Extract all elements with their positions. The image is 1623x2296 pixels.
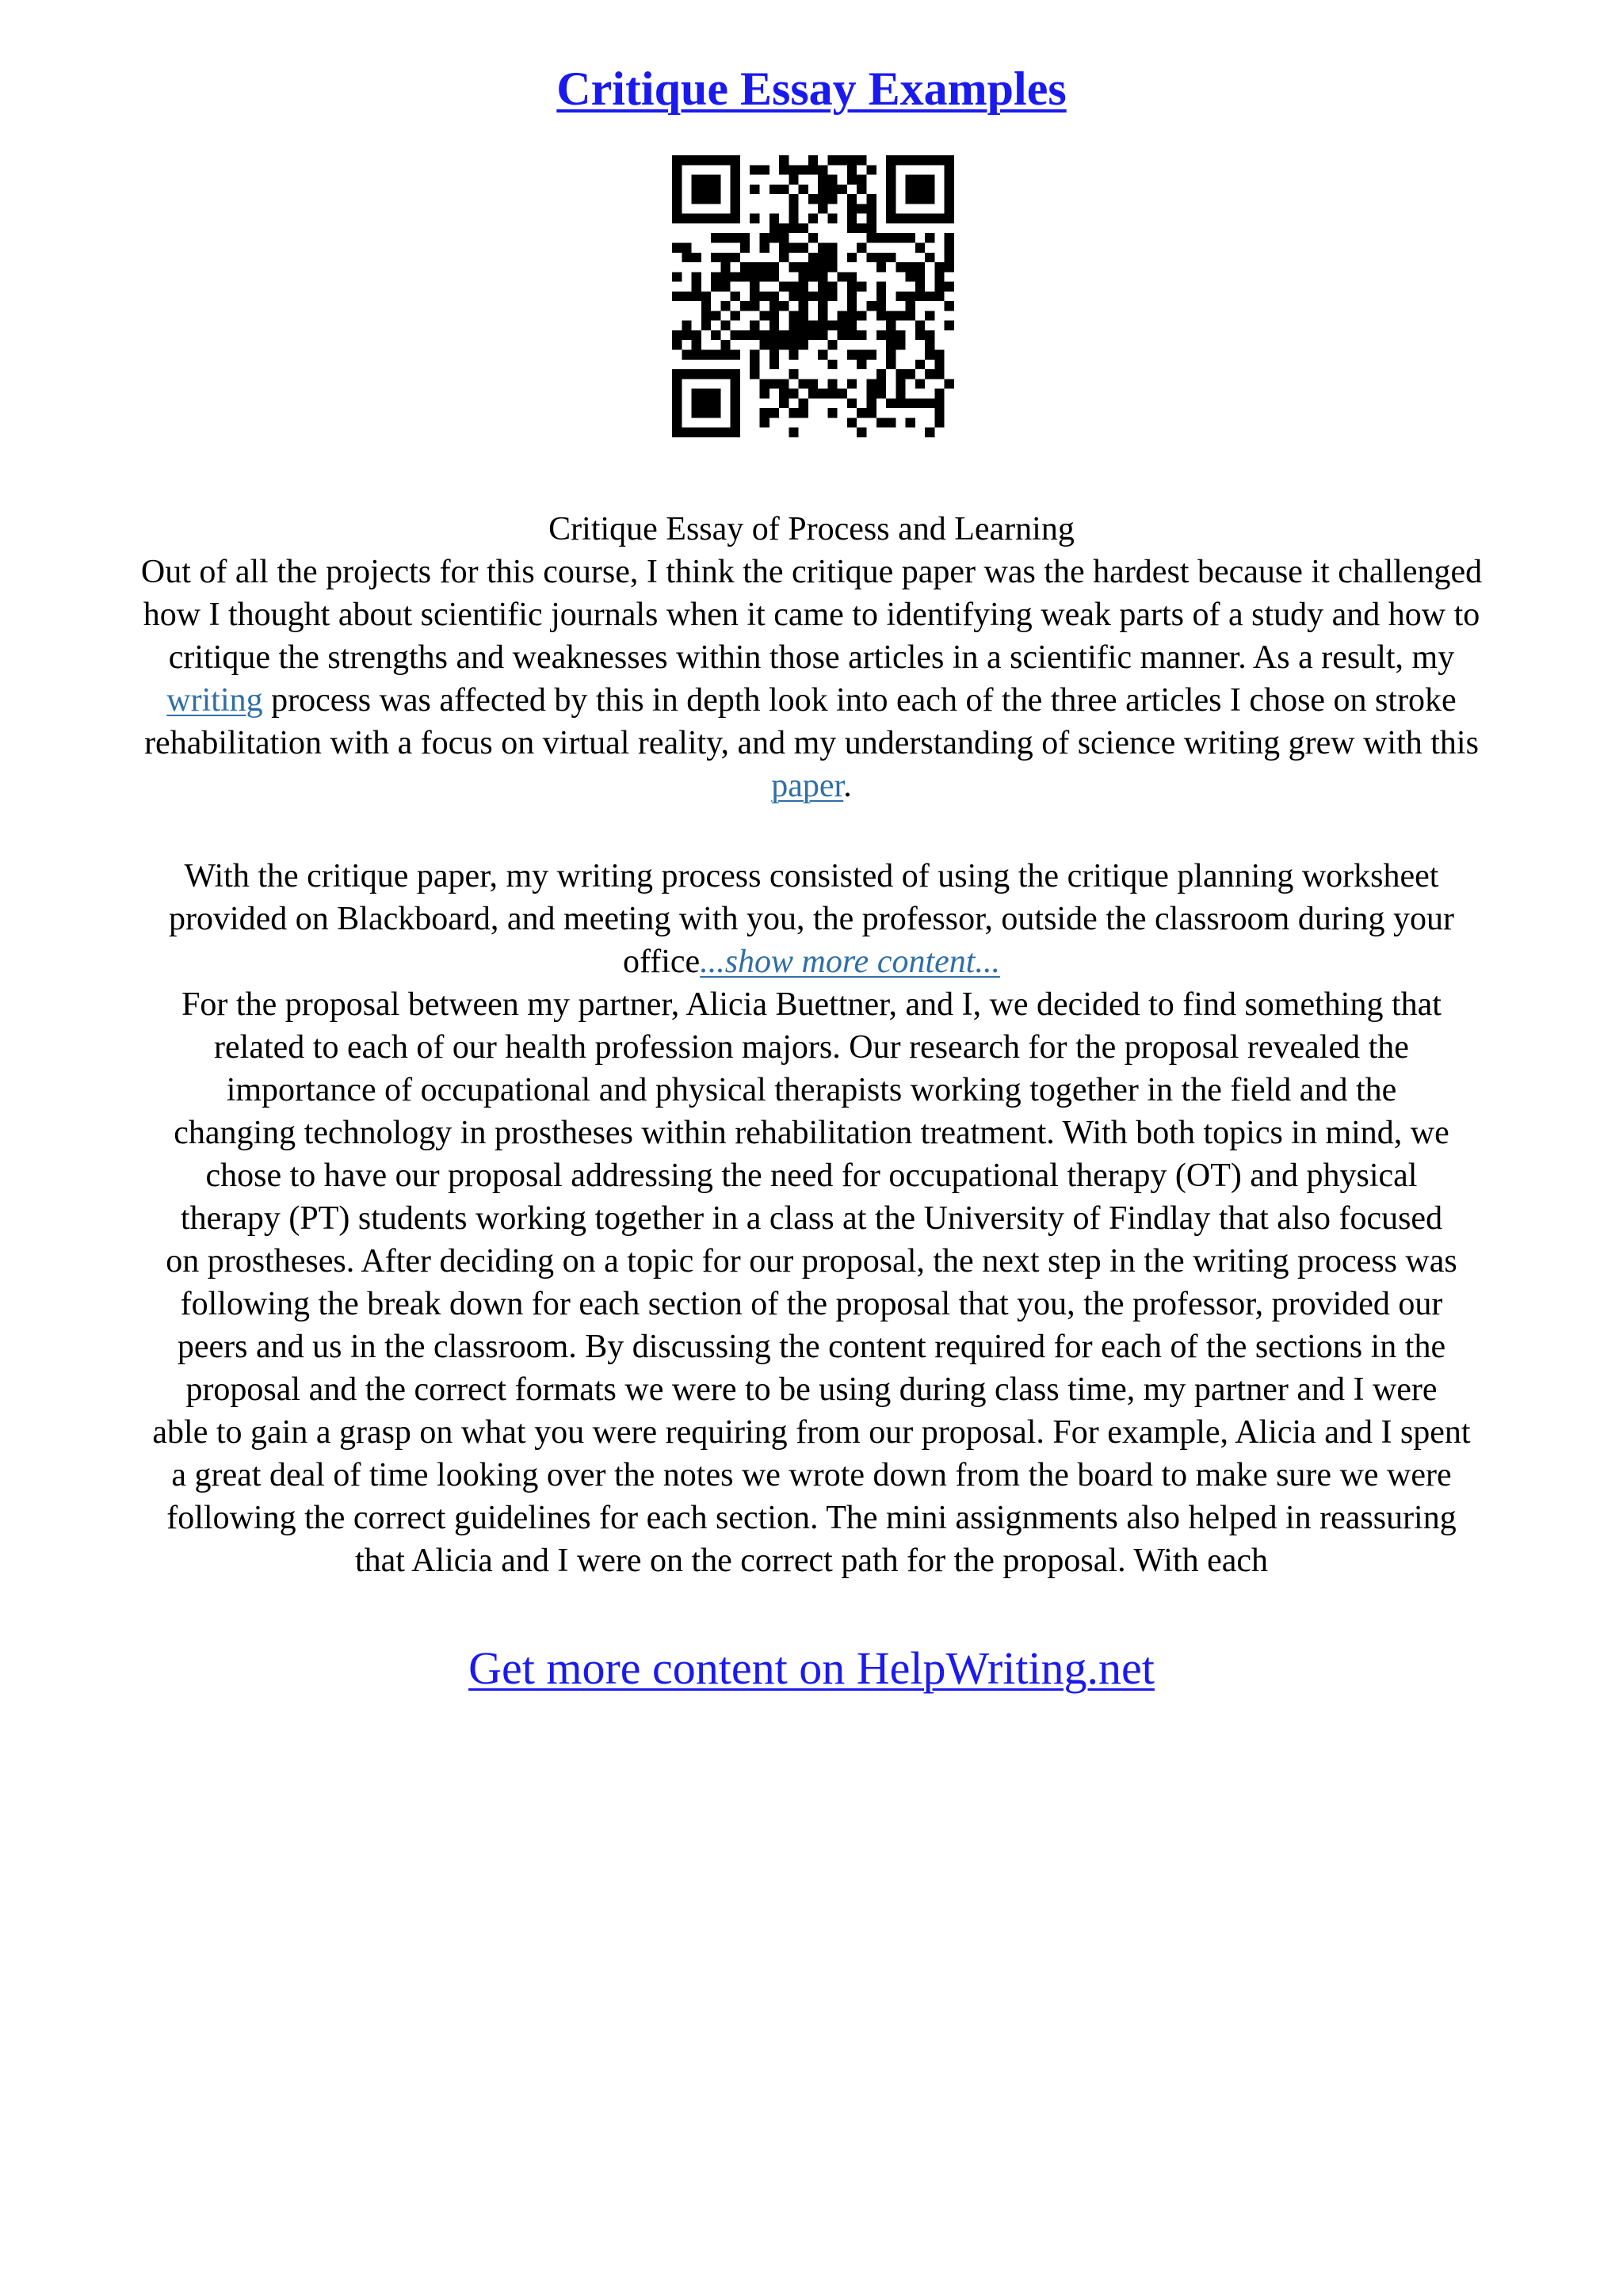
paragraph-line: following the correct guidelines for each section. The mini assignments also helped in reassuring [166, 1500, 1457, 1536]
title-link[interactable]: Critique Essay Examples [556, 63, 1067, 115]
paragraph-line: With the critique paper, my writing process consisted of using the critique planning worksheet [184, 858, 1439, 894]
paragraph-line: For the proposal between my partner, Alicia Buettner, and I, we decided to find something that [181, 986, 1442, 1023]
paragraph-line [48, 765, 1575, 807]
page-title [0, 55, 1623, 122]
essay-paragraph-3 [48, 983, 1575, 1582]
paragraph-text: . [843, 768, 852, 804]
paragraph-line: chose to have our proposal addressing the need for occupational therapy (OT) and physical [205, 1158, 1418, 1194]
essay-paragraph-2 [48, 855, 1575, 940]
paragraph-line: on prostheses. After deciding on a topic for our proposal, the next step in the writing process was [166, 1243, 1457, 1280]
paragraph-line: following the break down for each section of the proposal that you, the professor, provided our [180, 1286, 1443, 1322]
writing-link[interactable]: writing [166, 682, 263, 719]
paragraph-line: proposal and the correct formats we were to be using during class time, my partner and I were [185, 1371, 1438, 1408]
qr-code-icon [672, 155, 954, 437]
paragraph-line: Out of all the projects for this course, I think the critique paper was the hardest because it challenged [140, 554, 1483, 590]
paragraph-line [48, 679, 1575, 722]
paragraph-line: importance of occupational and physical therapists working together in the field and the [226, 1072, 1397, 1108]
paragraph-line: provided on Blackboard, and meeting with you, the professor, outside the classroom during your [169, 901, 1454, 937]
helpwriting-link[interactable]: Get more content on HelpWriting.net [468, 1642, 1155, 1694]
paragraph-line: able to gain a grasp on what you were requiring from our proposal. For example, Alicia and I spent [152, 1414, 1471, 1451]
paragraph-line: rehabilitation with a focus on virtual reality, and my understanding of science writing grew with this [144, 725, 1479, 761]
paragraph-line [48, 940, 1575, 983]
paragraph-line: a great deal of time looking over the notes we wrote down from the board to make sure we were [171, 1457, 1452, 1493]
paper-link[interactable]: paper [771, 768, 844, 804]
paragraph-text: office [623, 944, 701, 980]
show-more-link[interactable]: ...show more content... [700, 944, 1000, 980]
essay-heading: Critique Essay of Process and Learning [548, 511, 1075, 547]
paragraph-line: related to each of our health profession majors. Our research for the proposal revealed the [214, 1029, 1409, 1066]
paragraph-line: critique the strengths and weaknesses within those articles in a scientific manner. As a result, my [168, 639, 1455, 676]
essay-paragraph-1 [48, 551, 1575, 807]
footer-cta [0, 1637, 1623, 1700]
paragraph-text: process was affected by this in depth look into each of the three articles I chose on stroke [262, 682, 1457, 719]
paragraph-line: peers and us in the classroom. By discussing the content required for each of the sections in the [177, 1329, 1446, 1365]
paragraph-line: how I thought about scientific journals when it came to identifying weak parts of a study and how to [143, 597, 1480, 633]
essay-paragraph-2-end [48, 940, 1575, 983]
paragraph-line: that Alicia and I were on the correct path for the proposal. With each [354, 1543, 1269, 1579]
paragraph-line: therapy (PT) students working together in a class at the University of Findlay that also focused [180, 1200, 1443, 1237]
paragraph-line: changing technology in prostheses within rehabilitation treatment. With both topics in mind, we [174, 1115, 1449, 1151]
